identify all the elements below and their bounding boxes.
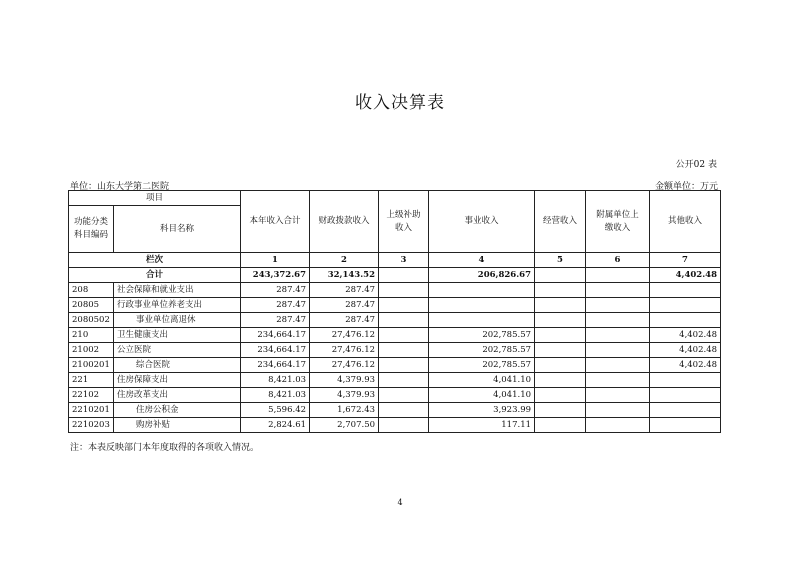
row-value [650,313,721,328]
row-value: 287.47 [310,298,379,313]
row-value: 202,785.57 [429,328,535,343]
row-code: 2210201 [69,403,114,418]
row-value [535,313,586,328]
total-cell [535,268,586,283]
row-value [535,403,586,418]
row-value [379,343,429,358]
row-code: 2080502 [69,313,114,328]
row-value [429,298,535,313]
col-number: 3 [379,253,429,268]
row-value [586,373,650,388]
row-value [586,343,650,358]
row-value [586,418,650,433]
row-value [379,403,429,418]
row-value: 4,402.48 [650,328,721,343]
row-name: 综合医院 [114,358,241,373]
row-value [429,283,535,298]
row-value [535,283,586,298]
row-value [379,373,429,388]
row-value [650,418,721,433]
row-value: 2,824.61 [241,418,310,433]
amount-unit-label: 金额单位：万元 [654,182,718,192]
row-value [586,298,650,313]
row-value [535,328,586,343]
row-name: 住房改革支出 [114,388,241,403]
total-cell: 243,372.67 [241,268,310,283]
row-value [429,313,535,328]
row-value: 287.47 [310,283,379,298]
row-code: 21002 [69,343,114,358]
form-number: 公开02 表 [675,160,717,170]
row-value: 4,379.93 [310,388,379,403]
row-name: 社会保障和就业支出 [114,283,241,298]
row-value: 5,596.42 [241,403,310,418]
table-row [69,373,721,388]
row-value: 27,476.12 [310,358,379,373]
table-row [69,343,721,358]
row-value [535,343,586,358]
row-value: 287.47 [310,313,379,328]
row-value: 1,672.43 [310,403,379,418]
row-value [535,358,586,373]
row-value: 287.47 [241,298,310,313]
row-name: 卫生健康支出 [114,328,241,343]
unit-label: 单位：山东大学第二医院 [70,182,170,192]
col-number: 4 [429,253,535,268]
row-value: 202,785.57 [429,343,535,358]
income-table [68,190,721,433]
header-col-3: 上级补助 收入 [379,191,429,253]
row-value [535,418,586,433]
col-number: 2 [310,253,379,268]
total-row [69,268,721,283]
row-value: 4,402.48 [650,358,721,373]
row-value [379,328,429,343]
row-code: 210 [69,328,114,343]
table-row [69,388,721,403]
row-value [650,283,721,298]
row-name: 公立医院 [114,343,241,358]
row-value: 287.47 [241,313,310,328]
header-subject-name: 科目名称 [114,206,241,253]
row-code: 20805 [69,298,114,313]
header-col-2: 财政拨款收入 [310,191,379,253]
row-code: 2210203 [69,418,114,433]
total-cell: 4,402.48 [650,268,721,283]
row-value: 234,664.17 [241,343,310,358]
row-value: 3,923.99 [429,403,535,418]
row-value [650,298,721,313]
table-note: 注：本表反映部门本年度取得的各项收入情况。 [70,443,260,453]
row-value: 234,664.17 [241,328,310,343]
row-value: 234,664.17 [241,358,310,373]
row-value: 117.11 [429,418,535,433]
header-col-7: 其他收入 [650,191,721,253]
row-code: 208 [69,283,114,298]
row-value [586,313,650,328]
page-title: 收入决算表 [355,93,445,113]
total-cell [586,268,650,283]
row-value: 4,402.48 [650,343,721,358]
row-value: 8,421.03 [241,373,310,388]
col-number: 6 [586,253,650,268]
header-col-4: 事业收入 [429,191,535,253]
row-value [379,418,429,433]
row-value: 27,476.12 [310,328,379,343]
row-value: 4,041.10 [429,373,535,388]
row-name: 事业单位离退休 [114,313,241,328]
row-value [379,388,429,403]
row-value [650,373,721,388]
row-code: 2100201 [69,358,114,373]
header-col-5: 经营收入 [535,191,586,253]
row-name: 行政事业单位养老支出 [114,298,241,313]
table-row [69,403,721,418]
row-value: 287.47 [241,283,310,298]
row-value: 2,707.50 [310,418,379,433]
total-cell [379,268,429,283]
header-col-1: 本年收入合计 [241,191,310,253]
header-col-6: 附属单位上 缴收入 [586,191,650,253]
row-name: 住房保障支出 [114,373,241,388]
row-value: 202,785.57 [429,358,535,373]
row-value [586,283,650,298]
row-index-label: 栏次 [69,253,241,268]
row-value [586,403,650,418]
page-number: 4 [397,498,403,507]
row-value [650,403,721,418]
row-value: 27,476.12 [310,343,379,358]
row-value [379,298,429,313]
row-code: 221 [69,373,114,388]
table-row [69,418,721,433]
col-number: 5 [535,253,586,268]
table-row [69,328,721,343]
row-value [586,388,650,403]
table-row [69,283,721,298]
col-number: 1 [241,253,310,268]
row-value [379,283,429,298]
table-row [69,313,721,328]
row-value [586,328,650,343]
table-row [69,298,721,313]
row-name: 购房补贴 [114,418,241,433]
row-value [535,388,586,403]
total-cell: 206,826.67 [429,268,535,283]
row-value: 4,041.10 [429,388,535,403]
row-value [379,313,429,328]
row-value [535,373,586,388]
row-value [535,298,586,313]
header-item: 项目 [69,191,241,206]
col-number: 7 [650,253,721,268]
row-value [650,388,721,403]
header-func-code: 功能分类 科目编码 [69,206,114,253]
total-cell: 32,143.52 [310,268,379,283]
row-name: 住房公积金 [114,403,241,418]
row-value [379,358,429,373]
row-value [586,358,650,373]
row-value: 4,379.93 [310,373,379,388]
table-row [69,358,721,373]
total-label: 合计 [69,268,241,283]
row-code: 22102 [69,388,114,403]
row-value: 8,421.03 [241,388,310,403]
